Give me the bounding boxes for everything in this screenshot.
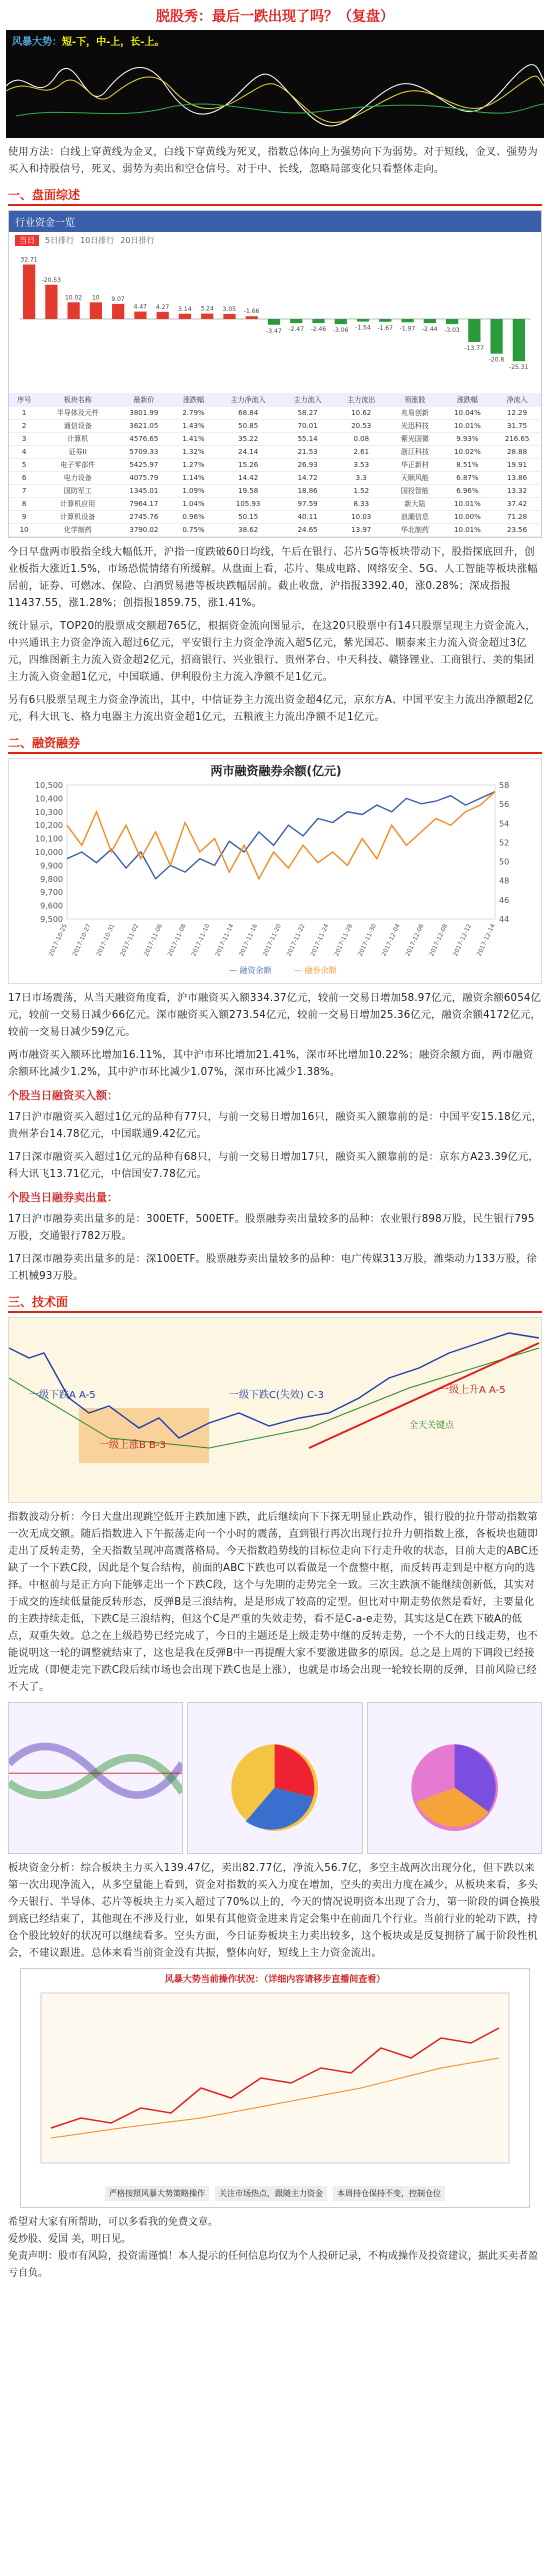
- industry-bar: [379, 319, 391, 322]
- industry-bar: [90, 302, 102, 319]
- industry-bar-label: -13.77: [464, 344, 484, 352]
- sh-margin-buy-paragraph: 17日沪市融资买入超过1亿元的品种有77只，与前一交易日增加16只，融资买入额靠前的是：中国平安15.18亿元，贵州茅台14.78亿元，中国联通9.42亿元。: [8, 1112, 542, 1140]
- table-cell: 国防军工: [39, 485, 116, 498]
- market-summary-paragraph: 今日早盘两市股指全线大幅低开，沪指一度跌破60日均线，午后在银行、芯片5G等板块带动下，股指探底回升，创业板指大涨近1.5%，市场恐慌情绪有所缓解。从盘面上看，芯片、集成电路、网络安全、5G、人工智能等板块涨幅居前，证券、可燃冰、保险、白酒贸易港等板块跌幅居前。截止收盘，沪指报3392.40，涨0.28%；深成指报11437.55，涨1.28%；创指报1859.75，涨1.41%。: [8, 547, 538, 609]
- industry-bar-label: 4.47: [133, 303, 147, 311]
- y-left-tick: 9,700: [40, 888, 63, 898]
- y-left-tick: 9,500: [40, 915, 63, 924]
- y-left-tick: 10,200: [35, 821, 63, 831]
- industry-bar: [357, 319, 369, 322]
- table-row[interactable]: [9, 511, 541, 524]
- x-tick: 2017-11-10: [190, 922, 212, 958]
- industry-bar-label: -1.97: [399, 325, 416, 333]
- industry-bar: [446, 319, 458, 324]
- table-row[interactable]: [9, 407, 541, 420]
- industry-bar-label: -2.44: [421, 326, 438, 334]
- table-header-cell[interactable]: 主力净流入: [215, 393, 280, 407]
- table-row[interactable]: [9, 446, 541, 459]
- section-1-heading: 一、盘面综述: [8, 186, 542, 206]
- table-cell: 6.87%: [442, 472, 493, 485]
- table-cell: 9: [9, 511, 39, 524]
- table-cell: 1.52: [334, 485, 388, 498]
- margin-chart-title: 两市融资融券余额(亿元): [210, 764, 342, 778]
- industry-bar-label: -20.53: [41, 276, 61, 284]
- table-cell: 37.42: [493, 498, 541, 511]
- table-cell: 1.04%: [171, 498, 215, 511]
- table-cell: 10.62: [334, 407, 388, 420]
- table-cell: 50.85: [215, 420, 280, 433]
- table-cell: 0.75%: [171, 524, 215, 537]
- table-row[interactable]: [9, 524, 541, 537]
- y-right-tick: 56: [499, 800, 510, 810]
- table-cell: 8: [9, 498, 39, 511]
- margin-balance-chart: [9, 759, 543, 979]
- x-tick: 2017-12-04: [380, 922, 402, 958]
- sector-flow-chart: [8, 1702, 183, 1854]
- table-cell: 电子零部件: [39, 459, 116, 472]
- x-tick: 2017-12-12: [451, 922, 474, 958]
- table-cell: 3.3: [334, 472, 388, 485]
- table-cell: 19.91: [493, 459, 541, 472]
- top20-paragraph: 统计显示，TOP20的股票成交额超765亿，根据资金流向图显示，在这20只股票中有14只股票呈现主力资金流入，中兴通讯主力资金净流入超过6亿元，平安银行主力资金净流入超5亿元，紫光国芯、顺泰来主力流入资金超过3亿元，四维图新主力流入资金超2亿元，招商银行、兴业银行、贵州茅台、中天科技、赣锋锂业、工商银行、美的集团主力流入资金超1亿元，中国联通、伊利股份主力流入净额不足1亿元。: [8, 621, 536, 683]
- sector-chart-row: [8, 1702, 542, 1854]
- margin-paragraph-1: 17日市场震荡，从当天融资角度看，沪市融资买入额334.37亿元，较前一交易日增加58.97亿元，融资余额6054亿元，较前一交易日减少66亿元。深市融资买入额273.54亿元，较前一交易日增加25.36亿元，融资余额4172亿元，较前一交易日减少59亿元。: [8, 993, 541, 1038]
- x-tick: 2017-12-06: [404, 922, 426, 958]
- table-header-cell[interactable]: 涨跌幅: [171, 393, 215, 407]
- industry-bar: [490, 319, 502, 354]
- sector-flow-graphic: [9, 1703, 182, 1853]
- y-right-tick: 54: [499, 819, 510, 829]
- inflow-pie-graphic: [188, 1703, 361, 1853]
- table-cell: 1: [9, 407, 39, 420]
- table-cell: 14.72: [281, 472, 335, 485]
- technical-chart-box: [8, 1317, 542, 1503]
- table-row[interactable]: [9, 472, 541, 485]
- article-title: 脱股秀：最后一跌出现了吗？（复盘）: [156, 9, 394, 25]
- table-cell: 2.61: [334, 446, 388, 459]
- tab-today[interactable]: 当日: [15, 235, 39, 246]
- table-header-row: [9, 393, 541, 407]
- industry-bar-label: 3.24: [200, 305, 214, 313]
- x-tick: 2017-11-28: [333, 922, 355, 958]
- table-cell: 3: [9, 433, 39, 446]
- y-left-tick: 10,300: [35, 807, 63, 817]
- y-left-tick: 9,900: [40, 861, 63, 871]
- industry-bar: [401, 319, 413, 322]
- industry-bar: [179, 314, 191, 319]
- table-cell: 23.56: [493, 524, 541, 537]
- table-cell: 4075.79: [116, 472, 171, 485]
- y-left-tick: 10,400: [35, 794, 63, 804]
- x-tick: 2017-10-31: [95, 922, 117, 958]
- table-cell: 1.32%: [171, 446, 215, 459]
- industry-bar-label: -2.47: [288, 326, 304, 334]
- industry-bar-label: -20.8: [488, 356, 505, 364]
- table-cell: 2: [9, 420, 39, 433]
- table-cell: 5709.33: [116, 446, 171, 459]
- industry-bar: [45, 285, 57, 319]
- table-cell: 计算机应用: [39, 498, 116, 511]
- table-cell: 9.93%: [442, 433, 493, 446]
- intro-paragraph: 使用方法：白线上穿黄线为金叉，白线下穿黄线为死叉，指数总体向上为强势向下为弱势。对于短线，金叉、强势为买入和持股信号，死叉、弱势为卖出和空仓信号。对于中、长线，忽略局部变化只看整体走向。: [8, 147, 538, 175]
- margin-paragraph-2: 两市融资买入额环比增加16.11%，其中沪市环比增加21.41%，深市环比增加10.22%；融资余额方面，两市融资余额环比减少1.2%，其中沪市环比减少1.07%，深市环比减少1.38%。: [8, 1050, 534, 1078]
- sector-pie-outflow: [367, 1702, 542, 1854]
- table-cell: 71.28: [493, 511, 541, 524]
- table-cell: 55.14: [281, 433, 335, 446]
- x-tick: 2017-11-16: [237, 922, 260, 958]
- sz-margin-buy-paragraph: 17日深市融资买入超过1亿元的品种有68只，与前一交易日增加17只，融资买入额靠前的是：京东方A23.39亿元，科大讯飞13.71亿元，中信国安7.78亿元。: [8, 1152, 539, 1180]
- industry-bar-label: 32.71: [20, 256, 38, 264]
- table-row[interactable]: [9, 433, 541, 446]
- table-cell: 10.04%: [442, 407, 493, 420]
- sh-short-paragraph: 17日沪市融券卖出量多的是：300ETF，500ETF。股票融券卖出量较多的品种：农业银行898万股，民生银行795万股，交通银行782万股。: [8, 1214, 535, 1242]
- table-cell: 10.01%: [442, 420, 493, 433]
- legend-margin: — 融资余额: [229, 966, 272, 975]
- table-cell: 4576.65: [116, 433, 171, 446]
- industry-bar-label: 10: [91, 294, 100, 302]
- table-cell: 18.86: [281, 485, 335, 498]
- industry-bar: [134, 312, 146, 319]
- x-tick: 2017-11-24: [309, 922, 331, 958]
- industry-bar: [68, 302, 80, 319]
- table-cell: 13.86: [493, 472, 541, 485]
- table-cell: 紫光国微: [388, 433, 442, 446]
- closing-line-1: 希望对大家有所帮助，可以多看我的免费文章。: [8, 2217, 218, 2228]
- closing-line-2: 爱炒股、爱国 美，明日见。: [8, 2234, 132, 2245]
- legend-short: — 融券余额: [294, 966, 337, 975]
- table-cell: 97.59: [281, 498, 335, 511]
- y-left-tick: 10,000: [35, 848, 63, 857]
- industry-bar-label: -1.66: [243, 308, 260, 316]
- industry-bar: [246, 316, 258, 319]
- closing-block: [8, 2214, 542, 2282]
- margin-balance-chart-box: [8, 758, 542, 984]
- table-cell: 半导体及元件: [39, 407, 116, 420]
- table-header-cell[interactable]: 板块名称: [39, 393, 116, 407]
- industry-bar: [468, 319, 480, 342]
- table-cell: 证券II: [39, 446, 116, 459]
- banner-chip-1: 严格按照风暴大势策略操作: [105, 2186, 209, 2201]
- industry-fund-table: [9, 393, 541, 537]
- industry-bar-label: -3.03: [444, 327, 460, 335]
- industry-bar-label: 3.14: [178, 305, 192, 313]
- table-cell: 20.53: [334, 420, 388, 433]
- y-right-tick: 58: [499, 781, 510, 790]
- y-right-tick: 50: [499, 857, 510, 867]
- banner-chip-2: 关注市场热点，跟随主力资金: [215, 2186, 327, 2201]
- subheading-short-sell: 个股当日融券卖出量：: [8, 1191, 118, 1204]
- subheading-margin-buy: 个股当日融资买入额：: [8, 1089, 118, 1102]
- industry-panel-title: 行业资金一览: [9, 211, 541, 232]
- table-cell: 1345.01: [116, 485, 171, 498]
- table-cell: 58.27: [281, 407, 335, 420]
- table-cell: 28.88: [493, 446, 541, 459]
- outflow-paragraph: 另有6只股票呈现主力资金净流出，其中，中信证券主力流出资金超4亿元，京东方A、中国平安主力流出净额超2亿元，科大讯飞、格力电器主力流出资金超1亿元，五粮液主力流出净额不足1亿元。: [8, 695, 534, 723]
- label-wave-d: 一级上升A A-5: [439, 1385, 506, 1396]
- y-right-tick: 44: [499, 915, 510, 924]
- table-cell: 2.79%: [171, 407, 215, 420]
- sector-pie-inflow: [187, 1702, 362, 1854]
- table-cell: 1.41%: [171, 433, 215, 446]
- industry-bar: [335, 319, 347, 324]
- y-left-tick: 10,500: [35, 781, 63, 790]
- industry-bar: [290, 319, 302, 323]
- table-cell: 40.11: [281, 511, 335, 524]
- industry-bar: [312, 319, 324, 323]
- trend-label-prefix: 风暴大势：: [12, 37, 62, 48]
- table-header-cell[interactable]: 主力流入: [281, 393, 335, 407]
- table-cell: 7: [9, 485, 39, 498]
- sz-short-paragraph: 17日深市融券卖出量多的是：深100ETF。股票融券卖出量较多的品种：电广传媒313万股，潍柴动力133万股，徐工机械93万股。: [8, 1254, 537, 1282]
- table-cell: 12.29: [493, 407, 541, 420]
- outflow-pie-graphic: [368, 1703, 541, 1853]
- table-header-cell[interactable]: 净流入: [493, 393, 541, 407]
- table-cell: 3801.99: [116, 407, 171, 420]
- banner-chips: [21, 2182, 529, 2207]
- section-3-heading: 三、技术面: [8, 1293, 542, 1313]
- disclaimer: 免责声明：股市有风险，投资需谨慎！本人提示的任何信息均仅为个人投研记录，不构成操作及投资建议，据此买卖者盈亏自负。: [8, 2251, 538, 2279]
- table-cell: 4: [9, 446, 39, 459]
- table-row[interactable]: [9, 485, 541, 498]
- table-cell: 50.15: [215, 511, 280, 524]
- table-cell: 新大陆: [388, 498, 442, 511]
- table-cell: 3790.02: [116, 524, 171, 537]
- table-cell: 24.65: [281, 524, 335, 537]
- table-cell: 通信设备: [39, 420, 116, 433]
- consolidation-zone: [79, 1408, 209, 1463]
- table-cell: 38.62: [215, 524, 280, 537]
- table-row[interactable]: [9, 420, 541, 433]
- table-cell: 0.08: [334, 433, 388, 446]
- table-cell: 10.02%: [442, 446, 493, 459]
- banner-chart: [21, 1988, 529, 2178]
- table-cell: 1.09%: [171, 485, 215, 498]
- industry-fund-panel: [8, 210, 542, 538]
- table-header-cell[interactable]: 主力流出: [334, 393, 388, 407]
- industry-bar: [23, 264, 35, 319]
- table-cell: 24.14: [215, 446, 280, 459]
- industry-bar-label: -25.31: [509, 364, 529, 372]
- tab-5day[interactable]: 5日排行: [45, 236, 75, 245]
- x-tick: 2017-12-14: [475, 922, 497, 958]
- x-tick: 2017-11-14: [214, 922, 236, 958]
- industry-bar: [513, 319, 525, 361]
- industry-bar-label: -2.46: [310, 326, 327, 334]
- x-tick: 2017-11-08: [166, 922, 188, 958]
- table-cell: 5425.97: [116, 459, 171, 472]
- table-cell: 35.22: [215, 433, 280, 446]
- x-tick: 2017-10-25: [47, 922, 69, 958]
- table-cell: 浪潮信息: [388, 511, 442, 524]
- table-cell: 19.58: [215, 485, 280, 498]
- x-tick: 2017-11-30: [356, 922, 378, 958]
- industry-bar-label: -1.54: [355, 324, 371, 332]
- table-cell: 15.26: [215, 459, 280, 472]
- y-left-tick: 9,600: [40, 901, 63, 911]
- sector-analysis-paragraph: 板块资金分析：综合板块主力买入139.47亿，卖出82.77亿，净流入56.7亿，多空主战两次出现分化，但下跌以来第一次出现净流入，从多空量能上看到，资金对指数的买入力度在增加，空头的卖出力度在减少，从板块来看，多头今天银行、半导体、芯片等板块主力买入超过了70%以上的，今天的情况说明资本出现了合力，第一阶段的调仓换股到底已经结束了，其他现在不涉及行业，如果有其他资金进来肯定会集中在前面几个行业。当前行业的轮动下跌，持仓个股比较好的状况可以继续看多。空头方面，今日证券板块主力卖出较多，这个板块或是反复拥挤了属于阶段性机会，不建议跟进。总体来看当前资金没有共振，整体向好，短线上主力资金流出。: [8, 1863, 541, 1959]
- y-left-tick: 10,100: [35, 834, 63, 844]
- table-cell: 8.51%: [442, 459, 493, 472]
- tab-10day[interactable]: 10日排行: [80, 236, 115, 245]
- table-cell: 3.53: [334, 459, 388, 472]
- table-cell: 天顺风能: [388, 472, 442, 485]
- table-cell: 浙江科技: [388, 446, 442, 459]
- table-cell: 1.43%: [171, 420, 215, 433]
- table-cell: 7964.17: [116, 498, 171, 511]
- y-right-tick: 48: [499, 876, 510, 886]
- table-cell: 13.32: [493, 485, 541, 498]
- table-cell: 光迅科技: [388, 420, 442, 433]
- x-tick: 2017-10-27: [71, 922, 93, 958]
- section-2-heading: 二、融资融券: [8, 734, 542, 754]
- industry-bar-label: 9.07: [111, 295, 125, 303]
- trend-label-value: 短-下，中-上，长-上。: [62, 37, 165, 48]
- table-row[interactable]: [9, 498, 541, 511]
- table-cell: 10.01%: [442, 498, 493, 511]
- table-cell: 31.75: [493, 420, 541, 433]
- table-cell: 14.42: [215, 472, 280, 485]
- technical-wave-chart: [9, 1318, 541, 1498]
- industry-bar-label: -3.06: [332, 327, 349, 335]
- industry-bar-label: 4.27: [155, 303, 170, 311]
- industry-bar-label: 3.05: [222, 305, 237, 313]
- banner-title: 风暴大势当前操作状况：（详细内容请移步直播间查看）: [164, 1975, 386, 1985]
- table-cell: 216.65: [493, 433, 541, 446]
- industry-bar-chart: [9, 249, 541, 389]
- x-tick: 2017-11-22: [285, 922, 307, 958]
- table-cell: 68.84: [215, 407, 280, 420]
- table-cell: 国投智能: [388, 485, 442, 498]
- table-cell: 华北制药: [388, 524, 442, 537]
- industry-bar: [157, 312, 169, 319]
- live-room-banner[interactable]: [20, 1968, 530, 2208]
- x-tick: 2017-12-08: [428, 922, 450, 958]
- table-cell: 6: [9, 472, 39, 485]
- table-header-cell[interactable]: 领涨股: [388, 393, 442, 407]
- table-cell: 2745.76: [116, 511, 171, 524]
- table-cell: 1.27%: [171, 459, 215, 472]
- table-cell: 5: [9, 459, 39, 472]
- table-cell: 26.93: [281, 459, 335, 472]
- table-header-cell[interactable]: 序号: [9, 393, 39, 407]
- table-cell: 计算机设备: [39, 511, 116, 524]
- x-tick: 2017-11-20: [261, 922, 283, 958]
- tab-20day[interactable]: 20日排行: [120, 236, 155, 245]
- label-wave-c: 一级下跌C(失效) C-3: [229, 1390, 324, 1401]
- label-wave-b: 一级上涨B B-3: [99, 1440, 166, 1451]
- industry-bar: [424, 319, 436, 323]
- table-cell: 21.53: [281, 446, 335, 459]
- table-cell: 3621.05: [116, 420, 171, 433]
- x-tick: 2017-11-02: [119, 922, 141, 958]
- table-cell: 105.93: [215, 498, 280, 511]
- table-header-cell[interactable]: 涨跌幅: [442, 393, 493, 407]
- table-cell: 70.01: [281, 420, 335, 433]
- y-left-tick: 9,800: [40, 874, 63, 884]
- table-cell: 兆易创新: [388, 407, 442, 420]
- trend-indicator-panel: [6, 30, 544, 138]
- industry-bar: [112, 304, 124, 319]
- table-cell: 8.33: [334, 498, 388, 511]
- table-cell: 10.00%: [442, 511, 493, 524]
- label-key-point: 全天关键点: [409, 1421, 455, 1431]
- table-cell: 化学制药: [39, 524, 116, 537]
- index-analysis-paragraph: 指数波动分析：今日大盘出现跳空低开主跌加速下跌，此后继续向下下探无明显止跌动作，银行股的拉升带动指数第一次无成交额。随后指数进入下午振荡走向一个小时的震荡，直到银行再次出现行拉升力朝指数上涨，各板块也随即走出了反转走势，全天指数呈现冲高震落格局。今天指数趋势线的目标位走向下行走升收的状态，目前大走的ABC还缺了一个下跌C段，因此是个复合结构，前面的ABC下跌也可以看做是一个盘整中枢，而反转再走到是中枢方向的选择。中枢前与是正方向下能够走出一个下跌C段，这个与先期的走势完全一致。三次主跌演不能继续创新低，其实对于成交的连续低量能反转形态，反弹B是三浪结构，是是形成了较高的定型。但比对中期走势依然是看好，主要量化的主跌持续走低，下跌C是三浪结构，但这个C是严重的失效走势，看不是C-a-e走势，其实这是C在跌下破A的低点，双重失效。总之在上级趋势已经完成了，今日的主题还是上级走势中继的反转走势，一个不大的日线走势，也不能说明这一轮的调整就结束了，这也是我在反弹B中一再提醒大家不要激进做多的原因。总之是上周的下调段已经接近完成（即便走完下跌C段后续市场也会出现下跌C也是上涨），也就是市场会出现一轮较长期的反弹，目前风险已经不大了。: [8, 1512, 539, 1693]
- industry-bar-label: -1.67: [377, 324, 393, 332]
- table-cell: 10.01%: [442, 524, 493, 537]
- margin-plot-area: [67, 785, 495, 919]
- industry-bar: [223, 314, 235, 319]
- table-row[interactable]: [9, 459, 541, 472]
- table-cell: 10.03: [334, 511, 388, 524]
- table-header-cell[interactable]: 最新价: [116, 393, 171, 407]
- y-right-tick: 46: [499, 895, 510, 905]
- industry-bar-label: 10.02: [64, 294, 83, 302]
- x-tick: 2017-11-06: [142, 922, 164, 958]
- industry-bar: [201, 314, 213, 319]
- industry-panel-tabs: [9, 232, 541, 249]
- industry-bar: [268, 319, 280, 325]
- table-cell: 10: [9, 524, 39, 537]
- table-cell: 电力设备: [39, 472, 116, 485]
- trend-indicator-chart: [6, 46, 544, 138]
- table-cell: 6.96%: [442, 485, 493, 498]
- industry-bar-label: -3.47: [266, 327, 282, 335]
- table-cell: 计算机: [39, 433, 116, 446]
- table-cell: 1.14%: [171, 472, 215, 485]
- label-wave-a: 一级下跌A A-5: [29, 1390, 96, 1401]
- table-cell: 华正新材: [388, 459, 442, 472]
- table-cell: 0.96%: [171, 511, 215, 524]
- y-right-tick: 52: [499, 838, 510, 848]
- table-cell: 13.97: [334, 524, 388, 537]
- banner-chip-3: 本周持仓保持不变，控制仓位: [333, 2186, 445, 2201]
